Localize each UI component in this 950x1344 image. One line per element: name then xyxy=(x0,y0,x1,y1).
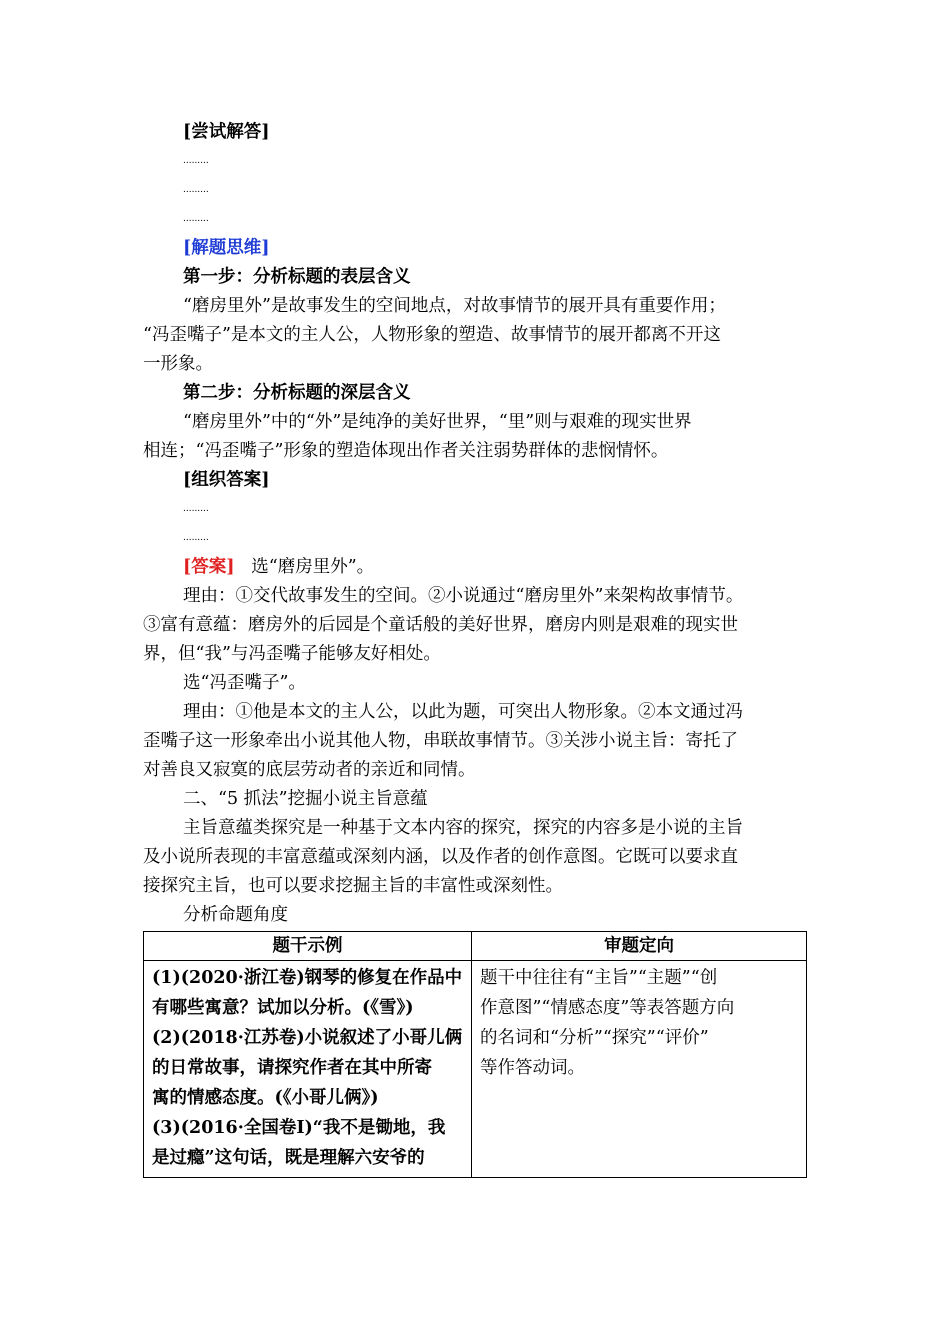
placeholder-dots: ......... xyxy=(183,533,209,543)
section-heading-2: 二、“5 抓法”挖掘小说主旨意蕴 xyxy=(183,789,428,809)
table-header: 审题定向 xyxy=(471,932,806,961)
table-cell-line: 有哪些寓意？试加以分析。(《雪》) xyxy=(152,998,414,1018)
placeholder-dots: ......... xyxy=(183,504,209,514)
paragraph-line: 相连；“冯歪嘴子”形象的塑造体现出作者关注弱势群体的悲悯情怀。 xyxy=(143,441,669,461)
step2-title: 第二步：分析标题的深层含义 xyxy=(183,383,411,403)
paragraph-line: 及小说所表现的丰富意蕴或深刻内涵，以及作者的创作意图。它既可以要求直 xyxy=(143,847,738,867)
table-cell-line: 题干中往往有“主旨”“主题”“创 xyxy=(479,968,718,988)
paragraph-line: ③富有意蕴：磨房外的后园是个童话般的美好世界，磨房内则是艰难的现实世 xyxy=(143,615,738,635)
table-header-row xyxy=(144,932,807,961)
section-organize-heading: [组织答案] xyxy=(183,470,270,490)
table-cell-line: 作意图”“情感态度”等表答题方向 xyxy=(479,998,735,1018)
table-cell-line: 寓的情感态度。(《小哥儿俩》) xyxy=(152,1088,379,1108)
paragraph-line: 界，但“我”与冯歪嘴子能够友好相处。 xyxy=(143,644,441,664)
section-thinking-heading: [解题思维] xyxy=(183,238,270,258)
table-caption: 分析命题角度 xyxy=(183,905,288,925)
section-try-heading: [尝试解答] xyxy=(183,122,270,142)
table-cell-line: 等作答动词。 xyxy=(479,1058,585,1078)
paragraph-line: “磨房里外”中的“外”是纯净的美好世界，“里”则与艰难的现实世界 xyxy=(183,412,692,432)
placeholder-dots: ......... xyxy=(183,185,209,195)
paragraph-line: 理由：①交代故事发生的空间。②小说通过“磨房里外”来架构故事情节。 xyxy=(183,586,744,606)
analysis-table xyxy=(143,931,807,1178)
table-cell-line: (1)(2020·浙江卷)钢琴的修复在作品中 xyxy=(152,968,463,988)
answer-line xyxy=(143,553,807,582)
table-row xyxy=(144,961,807,1178)
paragraph-line: 对善良又寂寞的底层劳动者的亲近和同情。 xyxy=(143,760,476,780)
paragraph-line: 接探究主旨，也可以要求挖掘主旨的丰富性或深刻性。 xyxy=(143,876,563,896)
document-page xyxy=(143,118,807,1178)
step1-title: 第一步：分析标题的表层含义 xyxy=(183,267,411,287)
table-cell-line: 的名词和“分析”“探究”“评价” xyxy=(479,1028,709,1048)
paragraph-line: 歪嘴子这一形象牵出小说其他人物，串联故事情节。③关涉小说主旨：寄托了 xyxy=(143,731,738,751)
paragraph-line: “磨房里外”是故事发生的空间地点，对故事情节的展开具有重要作用； xyxy=(183,296,726,316)
table-cell-line: 的日常故事，请探究作者在其中所寄 xyxy=(152,1058,432,1078)
paragraph-line: 主旨意蕴类探究是一种基于文本内容的探究，探究的内容多是小说的主旨 xyxy=(183,818,743,838)
answer-choice-1: 选“磨房里外”。 xyxy=(251,557,375,577)
answer-tag: [答案] xyxy=(183,557,235,577)
placeholder-dots: ......... xyxy=(183,156,209,166)
table-cell-line: 是过瘾”这句话，既是理解六安爷的 xyxy=(152,1148,425,1168)
table-header: 题干示例 xyxy=(144,932,472,961)
answer-choice-2: 选“冯歪嘴子”。 xyxy=(183,673,306,693)
paragraph-line: “冯歪嘴子”是本文的主人公，人物形象的塑造、故事情节的展开都离不开这 xyxy=(143,325,721,345)
paragraph-line: 一形象。 xyxy=(143,354,213,374)
table-cell-line: (2)(2018·江苏卷)小说叙述了小哥儿俩 xyxy=(152,1028,463,1048)
table-cell-direction xyxy=(471,961,806,1178)
table-cell-line: (3)(2016·全国卷Ⅰ)“我不是锄地，我 xyxy=(152,1118,446,1138)
paragraph-line: 理由：①他是本文的主人公，以此为题，可突出人物形象。②本文通过冯 xyxy=(183,702,743,722)
placeholder-dots: ......... xyxy=(183,214,209,224)
table-cell-examples xyxy=(144,961,472,1178)
